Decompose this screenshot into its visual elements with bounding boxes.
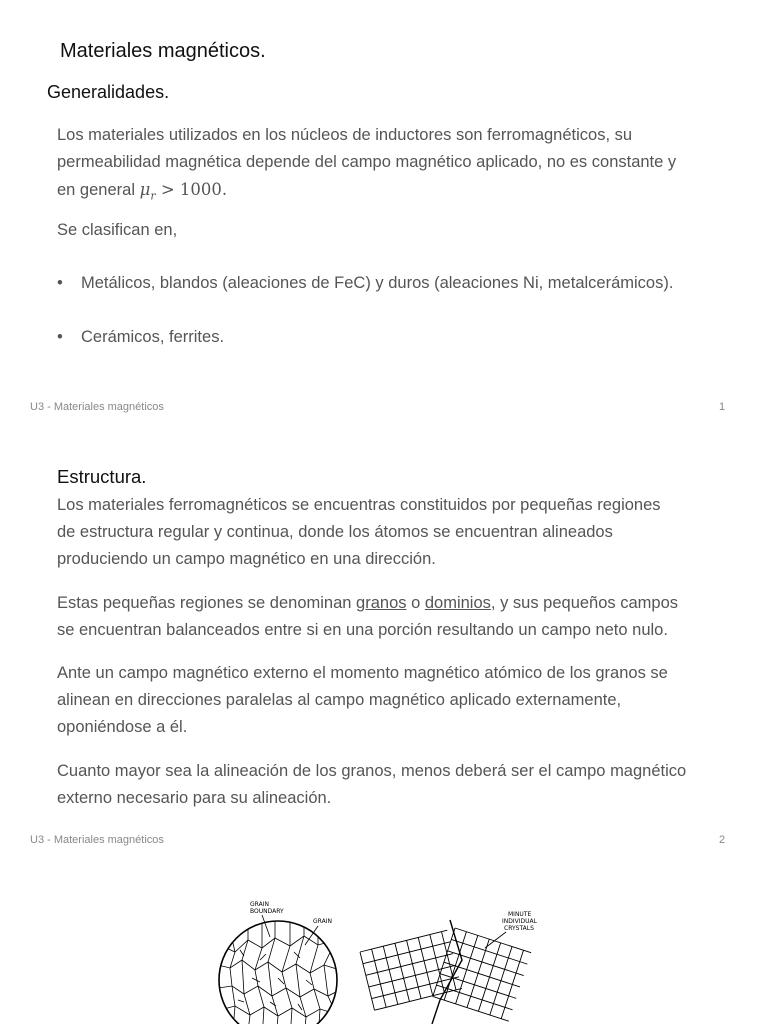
magnetic-domains-figure <box>200 890 570 1024</box>
label-minute-2: INDIVIDUAL <box>502 918 537 925</box>
text-fragment: Estas pequeñas regiones se denominan <box>57 594 357 612</box>
text-line: externo necesario para su alineación. <box>57 789 332 807</box>
formula <box>139 180 228 203</box>
slide2-page-number: 2 <box>719 834 726 846</box>
text-line: oponiéndose a él. <box>57 718 188 736</box>
text-line: de estructura regular y continua, donde los átomos se encuentran alineados <box>57 523 613 541</box>
label-minute-3: CRYSTALS <box>504 925 534 932</box>
text-line: Cuanto mayor sea la alineación de los granos, menos deberá ser el campo magnético <box>57 762 687 780</box>
slide2-paragraph-2 <box>57 590 757 644</box>
slide2-title: Estructura. <box>57 466 147 487</box>
text-line <box>57 176 747 209</box>
text-line: Los materiales utilizados en los núcleos de inductores son ferromagnéticos, su <box>57 126 633 144</box>
slide1-bullet-list <box>57 270 757 351</box>
term-dominios: dominios <box>424 594 491 612</box>
slide2-paragraph-1 <box>57 492 757 573</box>
text-line <box>57 590 757 617</box>
text-line: se encuentran balanceados entre si en una porción resultando un campo neto nulo. <box>57 621 668 639</box>
slide1-title: Materiales magnéticos. <box>60 40 266 62</box>
label-grain-boundary-1: GRAIN <box>250 901 269 908</box>
slide1-subtitle: Generalidades. <box>47 82 170 102</box>
text-fragment: en general <box>57 181 135 199</box>
slide1-paragraph-2: Se clasifican en, <box>57 221 178 239</box>
text-line: permeabilidad magnética depende del campo magnético aplicado, no es constante y <box>57 153 677 171</box>
grain-circle <box>218 920 340 1024</box>
text-line: produciendo un campo magnético en una dirección. <box>57 550 436 568</box>
formula-subscript: r <box>150 189 156 203</box>
text-fragment: o <box>406 594 425 612</box>
slide2-paragraph-3 <box>57 660 757 741</box>
text-line: Ante un campo magnético externo el momento magnético atómico de los granos se <box>57 664 668 682</box>
slide1-page-number: 1 <box>719 401 726 413</box>
term-granos: granos <box>356 594 407 612</box>
slide1-footer: U3 - Materiales magnéticos <box>30 401 164 413</box>
text-fragment: , y sus pequeños campos <box>490 594 679 612</box>
text-line: Los materiales ferromagnéticos se encuentras constituidos por pequeñas regiones <box>57 496 661 514</box>
label-minute-1: MINUTE <box>508 911 532 918</box>
text-line: alinean en direcciones paralelas al campo magnético aplicado externamente, <box>57 691 622 709</box>
label-grain: GRAIN <box>313 918 332 925</box>
slide2-footer: U3 - Materiales magnéticos <box>30 834 164 846</box>
label-grain-boundary-2: BOUNDARY <box>250 908 284 915</box>
crystal-lattice <box>360 920 531 1024</box>
formula-symbol: μ <box>139 180 151 199</box>
list-item: • Cerámicos, ferrites. <box>57 324 757 351</box>
list-item: • Metálicos, blandos (aleaciones de FeC) y duros (aleaciones Ni, metalcerámicos). <box>57 270 757 297</box>
slide1-paragraph-1 <box>57 122 747 209</box>
formula-relation: > 1000. <box>160 180 228 199</box>
slide2-paragraph-4 <box>57 758 762 812</box>
